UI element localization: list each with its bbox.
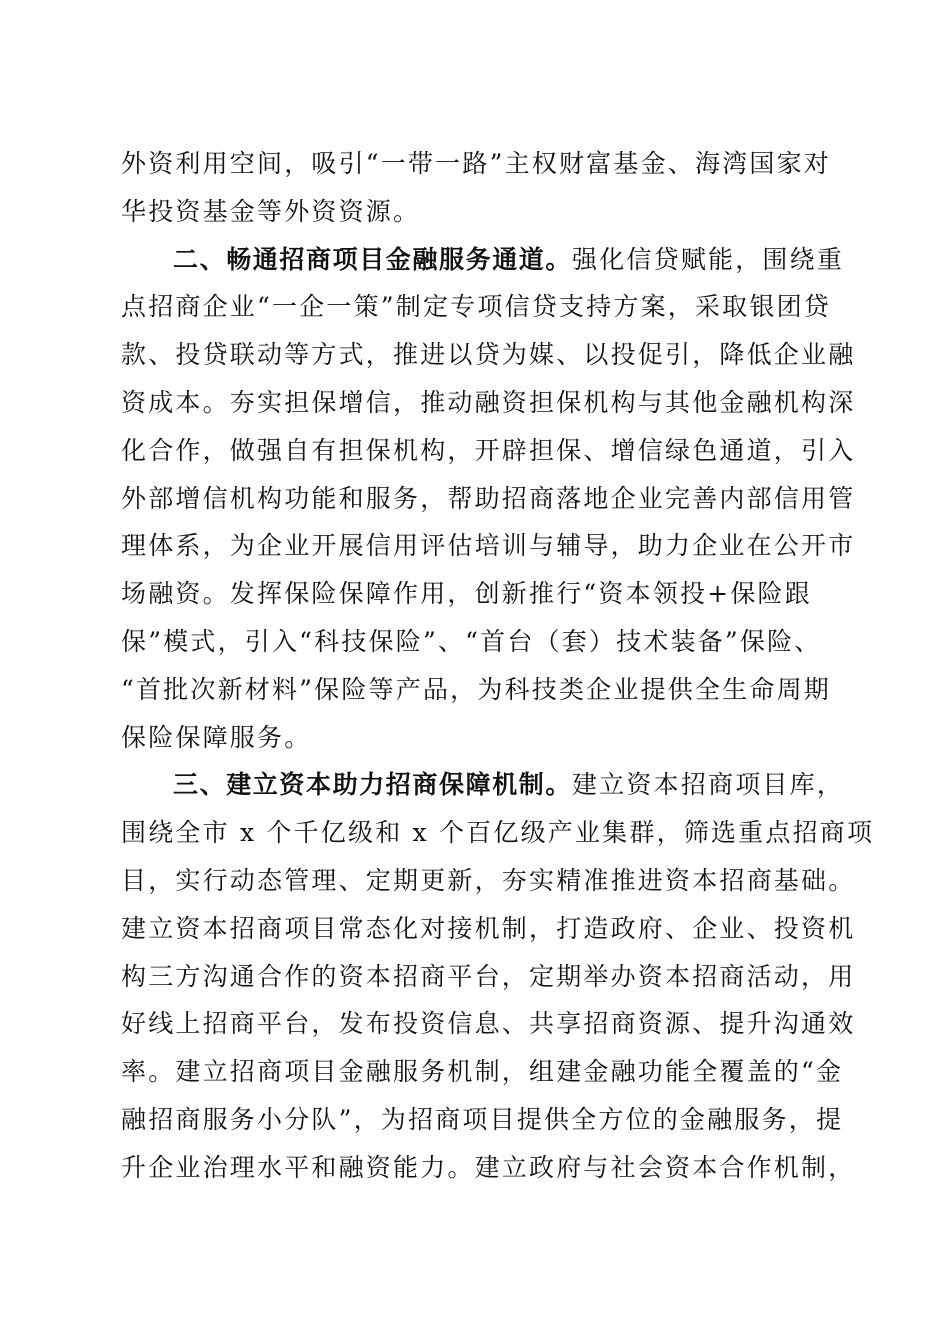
section-2-heading: 二、畅通招商项目金融服务通道。 — [173, 244, 573, 274]
body-line: “首批次新材料”保险等产品，为科技类企业提供全生命周期 — [121, 674, 831, 704]
body-line: 外资利用空间，吸引“一带一路”主权财富基金、海湾国家对 — [121, 149, 831, 178]
body-line: 款、投贷联动等方式，推进以贷为媒、以投促引，降低企业融 — [121, 340, 856, 370]
body-line: 率。建立招商项目金融服务机制，组建金融功能全覆盖的“金 — [121, 1057, 844, 1087]
document-body — [121, 140, 875, 1192]
body-line: 目，实行动态管理、定期更新，夯实精准推进资本招商基础。 — [121, 865, 856, 895]
body-line: 融招商服务小分队”，为招商项目提供全方位的金融服务，提 — [121, 1104, 844, 1134]
body-line: 场融资。发挥保险保障作用，创新推行“资本领投+保险跟 — [121, 579, 812, 609]
section-3-first-line-text: 建立资本招商项目库， — [572, 770, 845, 800]
body-line: 围绕全市 x 个千亿级和 x 个百亿级产业集群，筛选重点招商项 — [121, 818, 875, 848]
body-line: 资成本。夯实担保增信，推动融资担保机构与其他金融机构深 — [121, 387, 856, 417]
section-2-first-line — [121, 236, 845, 284]
section-3-first-line — [121, 761, 845, 809]
body-line: 保险保障服务。 — [121, 722, 312, 752]
body-line: 外部增信机构功能和服务，帮助招商落地企业完善内部信用管 — [121, 483, 856, 513]
section-2-first-line-text: 强化信贷赋能，围绕重 — [572, 244, 845, 274]
section-3-heading: 三、建立资本助力招商保障机制。 — [173, 770, 573, 800]
body-line: 保”模式，引入“科技保险”、“首台（套）技术装备”保险、 — [121, 626, 822, 656]
body-line: 华投资基金等外资资源。 — [121, 196, 421, 226]
body-line: 升企业治理水平和融资能力。建立政府与社会资本合作机制， — [121, 1152, 856, 1182]
body-line: 点招商企业“一企一策”制定专项信贷支持方案，采取银团贷 — [121, 292, 831, 322]
body-line: 好线上招商平台，发布投资信息、共享招商资源、提升沟通效 — [121, 1009, 856, 1039]
body-line: 理体系，为企业开展信用评估培训与辅导，助力企业在公开市 — [121, 531, 856, 561]
body-line: 化合作，做强自有担保机构，开辟担保、增信绿色通道，引入 — [121, 435, 856, 465]
body-line: 构三方沟通合作的资本招商平台，定期举办资本招商活动，用 — [121, 961, 856, 991]
body-line: 建立资本招商项目常态化对接机制，打造政府、企业、投资机 — [121, 913, 856, 943]
